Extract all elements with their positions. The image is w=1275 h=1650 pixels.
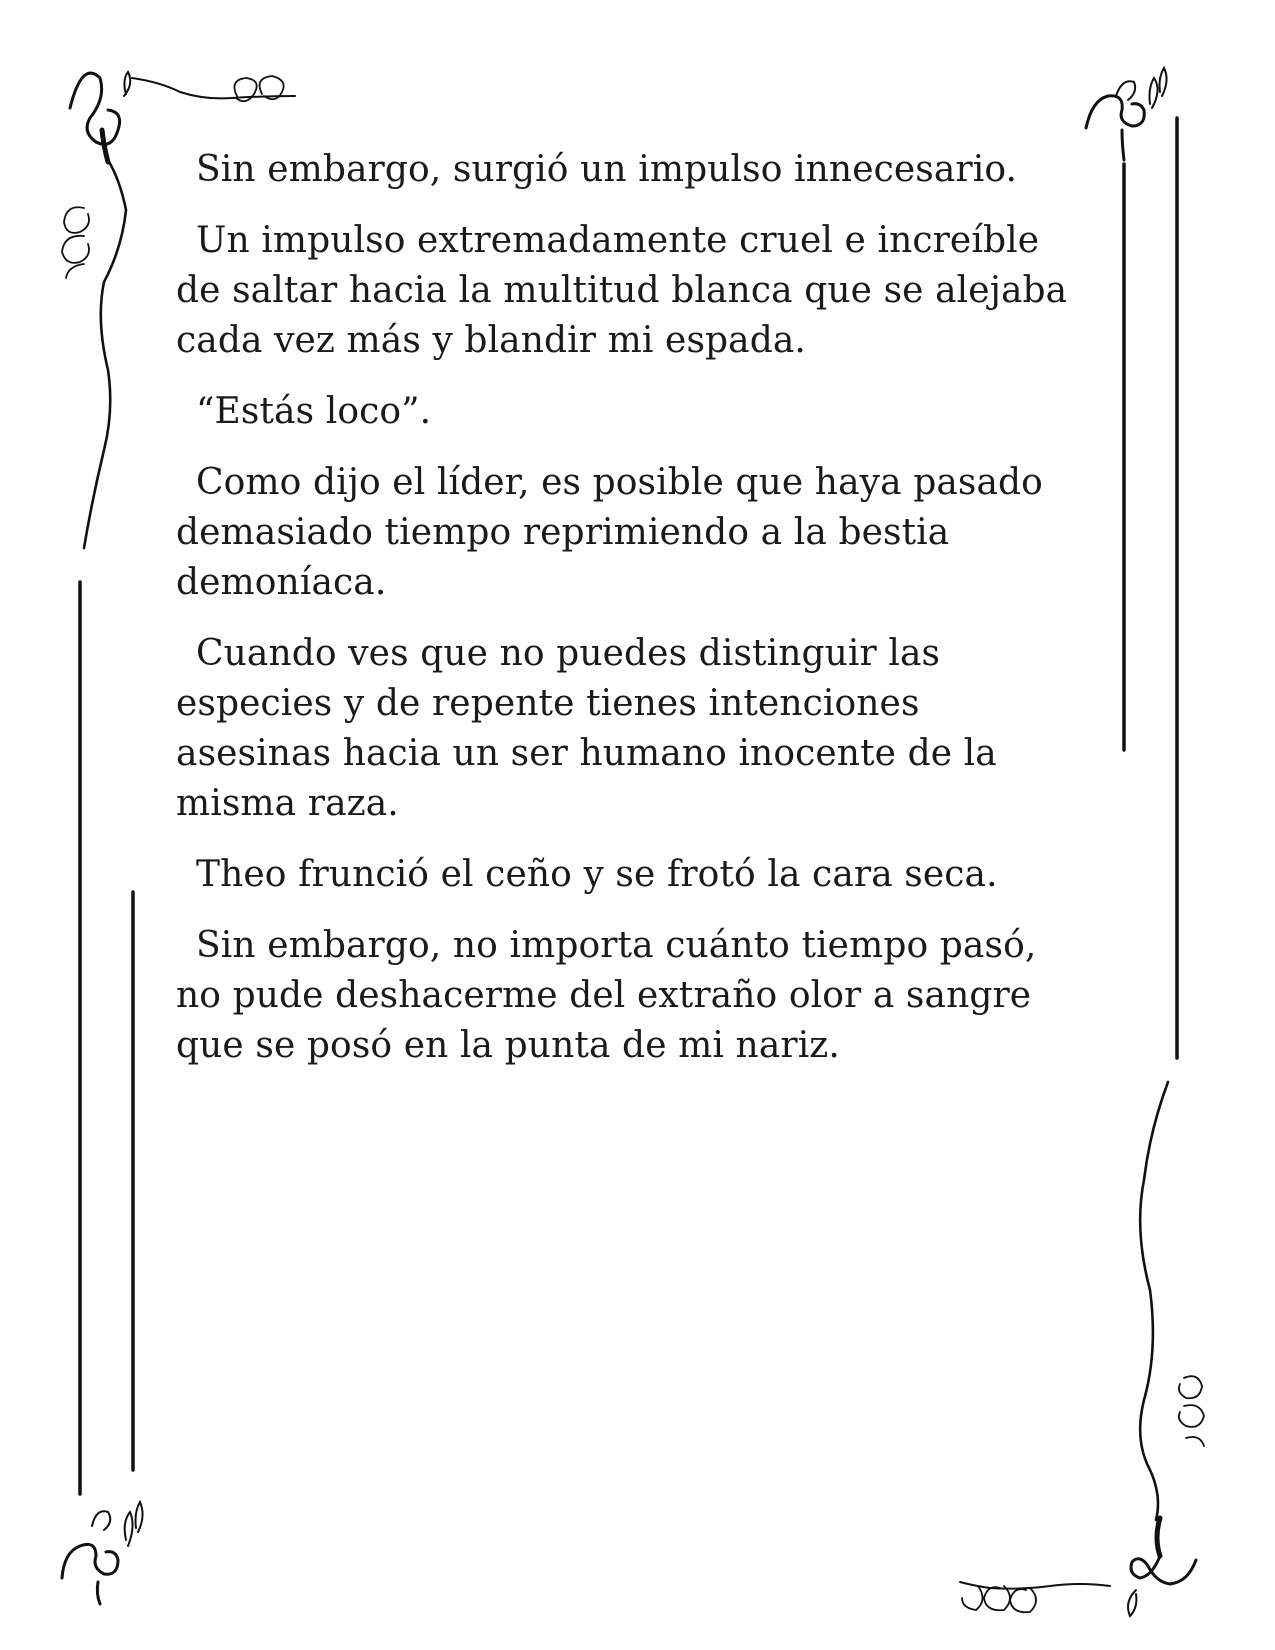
top-right-flourish-icon xyxy=(1086,68,1167,160)
paragraph: Un impulso extremadamente cruel e increíble de saltar hacia la multitud blanca que se alejaba cada vez más y blandir mi espada. xyxy=(176,220,1068,361)
paragraph: Theo frunció el ceño y se frotó la cara seca. xyxy=(196,854,998,895)
body-text xyxy=(176,145,1086,1092)
bottom-right-flourish-icon xyxy=(960,1082,1204,1616)
paragraph: “Estás loco”. xyxy=(196,391,432,432)
paragraph: Cuando ves que no puedes distinguir las especies y de repente tienes intenciones asesinas hacia un ser humano inocente de la misma raza. xyxy=(176,633,997,824)
paragraph: Como dijo el líder, es posible que haya pasado demasiado tiempo reprimiendo a la bestia demoníaca. xyxy=(176,462,1043,603)
paragraph: Sin embargo, surgió un impulso innecesario. xyxy=(196,149,1018,190)
paragraph: Sin embargo, no importa cuánto tiempo pasó, no pude deshacerme del extraño olor a sangre que se posó en la punta de mi nariz. xyxy=(176,925,1037,1066)
bottom-left-flourish-icon xyxy=(62,1502,143,1604)
